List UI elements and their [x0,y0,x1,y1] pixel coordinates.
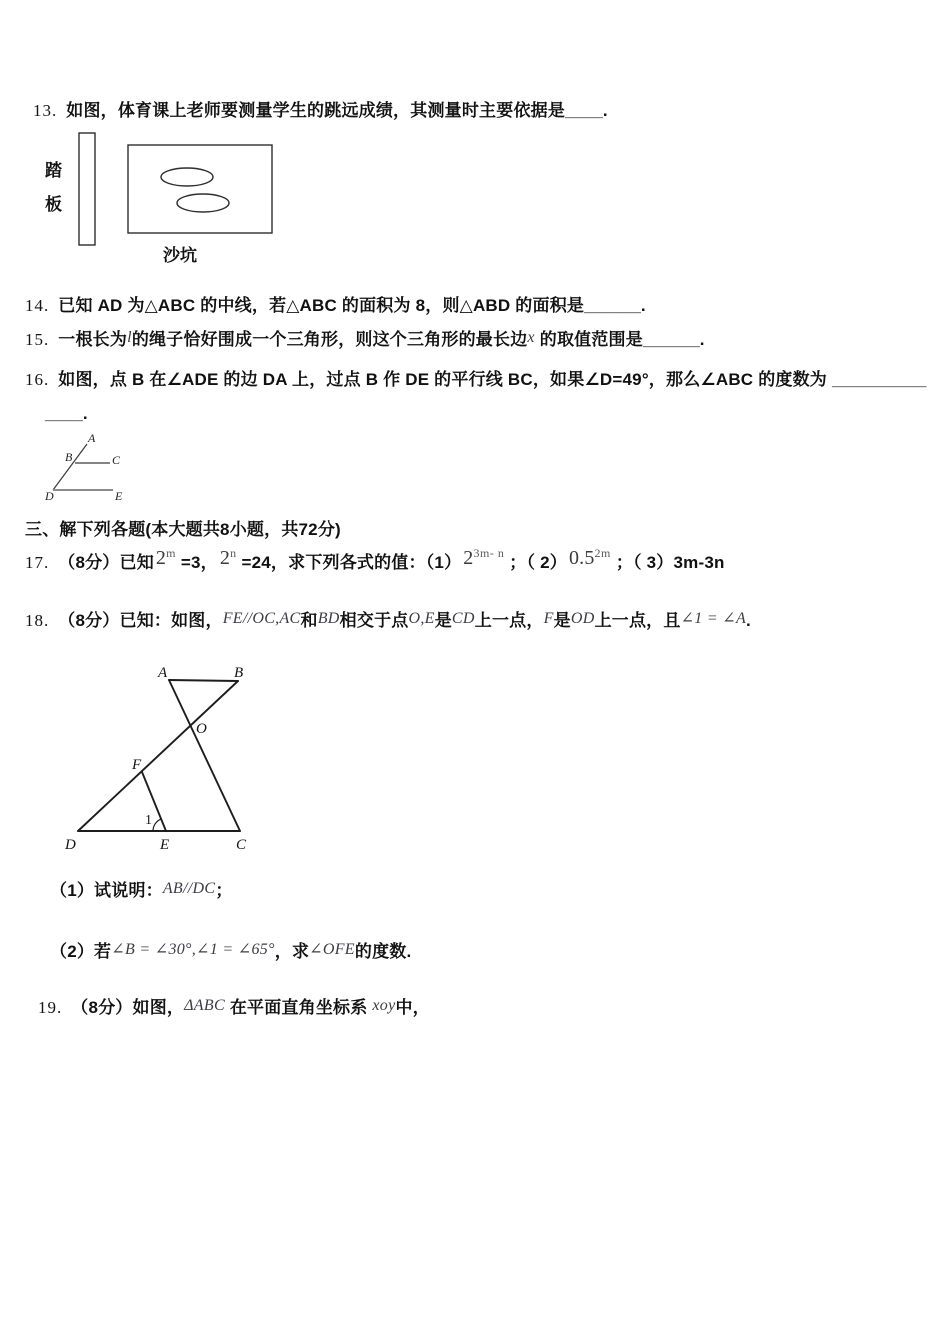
question-17-text: 17. （8分）已知 $2^m =3$， $2^n =24$，求下列各式的值：（1） $2^{3m- n}$ ；（ 2） $0.5^{2m}$ ；（ 3）3m-3n [25,546,725,572]
question-18-text: 18. （8分）已知：如图，FE//OC,AC和BD相交于点O,E是CD上一点，F是OD上一点，且∠1 = ∠A. [25,610,751,630]
q18-label-b: B [234,665,244,681]
q16-label-e: E [115,489,123,503]
q18-figure [55,653,270,868]
question-14-text: 14. 已知 AD 为△ABC 的中线，若△ABC 的面积为 8，则△ABD 的面积是______. [25,296,646,315]
q18-label-o: O [196,721,207,737]
question-16-text-line-2: ____. [45,404,88,423]
takeoff-board-rect [79,133,95,245]
line-ab [169,680,238,681]
question-19-text: 19. （8分）如图，ΔABC 在平面直角坐标系 xoy中， [38,997,430,1017]
question-15-text: 15. 一根长为l的绳子恰好围成一个三角形，则这个三角形的最长边x 的取值范围是______. [25,329,705,349]
line-bd [78,681,238,831]
q18-label-d: D [65,837,76,853]
footprint-ellipse-1 [161,168,213,186]
q18-label-e: E [160,837,170,853]
q18-label-f: F [132,757,142,773]
question-18-part-1: （1）试说明：AB//DC； [50,880,233,900]
board-label-char-2: 板 [45,195,62,214]
q16-label-a: A [88,431,96,445]
question-13-text: 13. 如图，体育课上老师要测量学生的跳远成绩，其测量时主要依据是____. [33,101,608,120]
line-ac [169,680,240,831]
q18-angle-1-label: 1 [145,813,152,828]
q16-label-c: C [112,453,121,467]
sand-pit-label: 沙坑 [163,246,197,265]
q18-label-c: C [236,837,247,853]
q16-label-b: B [65,450,73,464]
footprint-ellipse-2 [177,194,229,212]
q16-label-d: D [45,489,54,503]
sand-pit-rect [128,145,272,233]
q18-label-a: A [158,665,168,681]
angle-1-arc [153,819,161,831]
q16-figure [38,424,138,509]
q13-figure [38,128,283,273]
section-3-header: 三、解下列各题(本大题共8小题，共72分) [25,520,341,539]
board-label-char-1: 踏 [45,161,62,180]
question-18-part-2: （2）若∠B = ∠30°,∠1 = ∠65°，求∠OFE的度数. [50,941,412,961]
question-16-text-line-1: 16. 如图，点 B 在∠ADE 的边 DA 上，过点 B 作 DE 的平行线 BC，如果∠D=49°，那么∠ABC 的度数为 __________ [25,370,927,389]
